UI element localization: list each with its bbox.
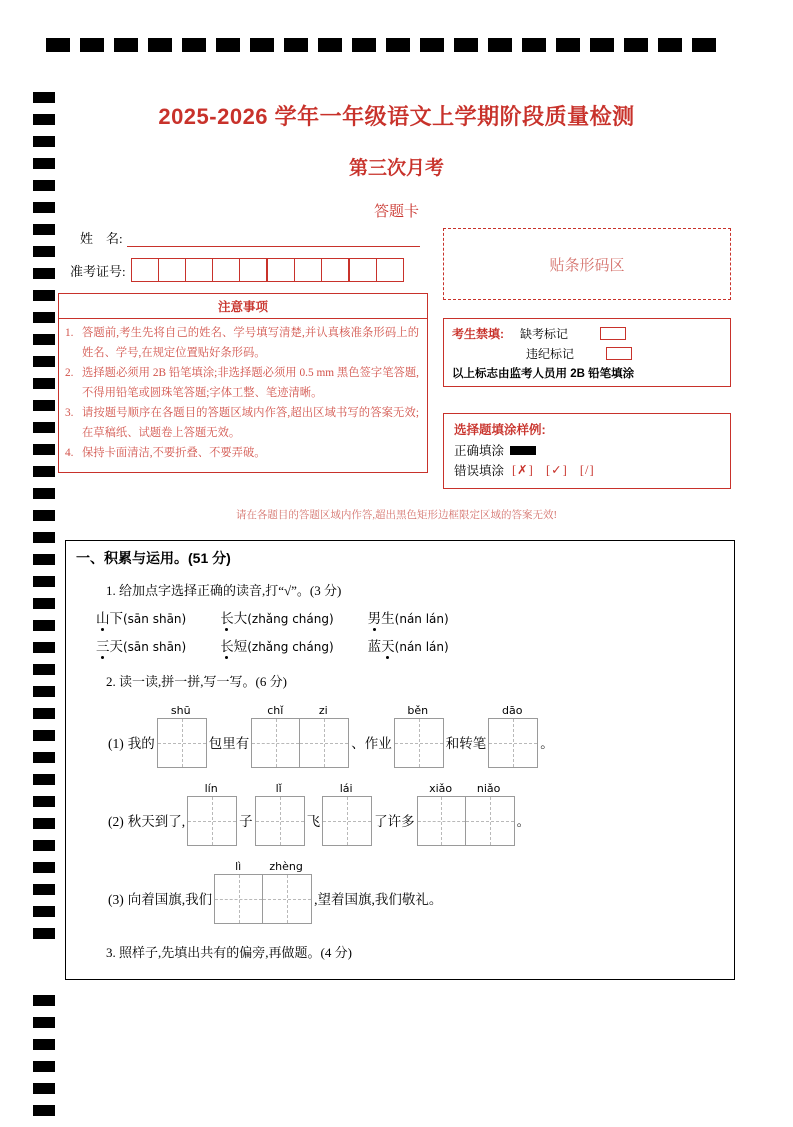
tianzige-cells[interactable] (157, 718, 207, 768)
exam-id-cell[interactable] (240, 259, 268, 281)
pinyin-hint: zi (318, 704, 328, 717)
notice-item-text: 保持卡面清洁,不要折叠、不要弄破。 (82, 447, 266, 459)
pinyin-choice-item[interactable] (368, 607, 449, 627)
proctor-only-title: 考生禁填: (452, 327, 504, 341)
wrong-fill-label: 错误填涂 (454, 464, 505, 478)
proctor-note: 以上标志由监考人员用 2B 铅笔填涂 (452, 368, 635, 380)
sentence-text: ,望着国旗,我们敬礼。 (314, 892, 443, 907)
tianzige-cell[interactable] (215, 875, 263, 923)
name-label: 姓 名: (80, 231, 123, 246)
question-3-prompt: 3. 照样子,先填出共有的偏旁,再做题。(4 分) (106, 945, 352, 960)
tianzige-cell[interactable] (466, 797, 514, 845)
tianzige-cell[interactable] (489, 719, 537, 767)
timing-marks-left-lower (33, 995, 55, 1127)
plain-char: 短 (233, 639, 248, 654)
tianzige-cell[interactable] (158, 719, 206, 767)
violation-mark-label: 违纪标记 (526, 347, 575, 361)
wrong-mark-cross-icon: [✗] (512, 463, 534, 477)
pinyin-hints (255, 782, 305, 796)
pinyin-options[interactable]: (nán lán) (394, 640, 449, 654)
notice-box (58, 293, 428, 473)
tianzige-cell[interactable] (252, 719, 300, 767)
fill-in-line (66, 860, 734, 924)
proctor-only-box (443, 318, 731, 387)
pinyin-hint: dāo (502, 704, 523, 717)
dotted-char: 男 (368, 607, 382, 627)
line-label: (3) (108, 892, 124, 907)
plain-char: 下 (109, 611, 123, 626)
line-label: (2) (108, 814, 124, 829)
notice-item (65, 444, 419, 464)
tianzige-cells[interactable] (255, 796, 305, 846)
dotted-char: 三 (96, 635, 110, 655)
tianzige-cells[interactable] (187, 796, 237, 846)
notice-heading: 注意事项 (59, 294, 427, 319)
exam-id-cell[interactable] (350, 259, 377, 281)
correct-fill-row (454, 441, 720, 459)
tianzige-cells[interactable] (214, 874, 312, 924)
sentence-text: 了许多 (374, 814, 415, 829)
tianzige-group (251, 704, 349, 768)
exam-subtitle: 第三次月考 (348, 158, 444, 179)
fill-sample-heading: 选择题填涂样例: (454, 423, 546, 437)
dotted-char: 长 (220, 607, 234, 627)
barcode-area (443, 228, 731, 300)
pinyin-hints (394, 704, 444, 718)
page-title: 2025-2026 学年一年级语文上学期阶段质量检测 (158, 104, 635, 129)
tianzige-cell[interactable] (256, 797, 304, 845)
pinyin-choice-item[interactable] (96, 635, 186, 655)
tianzige-cells[interactable] (488, 718, 538, 768)
tianzige-group (488, 704, 538, 768)
exam-id-cell[interactable] (186, 259, 213, 281)
sentence-text: 和转笔 (445, 736, 487, 751)
fill-in-line (66, 782, 734, 846)
exam-id-cell[interactable] (377, 259, 403, 281)
fill-in-line (66, 704, 734, 768)
pinyin-hints (417, 782, 515, 796)
pinyin-hint: xiǎo (429, 782, 453, 795)
exam-id-cell[interactable] (295, 259, 322, 281)
pinyin-hint: chǐ (267, 704, 284, 717)
tianzige-group (255, 782, 305, 846)
timing-marks-top (46, 38, 746, 52)
name-input[interactable] (127, 231, 420, 247)
notice-item-text: 答题前,考生先将自己的姓名、学号填写清楚,并认真核准条形码上的姓名、学号,在规定位置贴好条形码。 (82, 327, 419, 359)
barcode-area-label: 贴条形码区 (549, 257, 625, 274)
answer-region-frame (65, 540, 735, 980)
sentence-text: 子 (239, 814, 253, 829)
pinyin-options[interactable]: (zhǎng cháng) (247, 612, 334, 626)
exam-id-boxes[interactable] (131, 258, 404, 282)
sentence-text: 向着国旗,我们 (127, 892, 213, 907)
tianzige-cell[interactable] (418, 797, 466, 845)
violation-mark-row (452, 345, 722, 362)
notice-item-number: 4. (65, 447, 74, 459)
tianzige-group (417, 782, 515, 846)
question-2-prompt: 2. 读一读,拼一拼,写一写。(6 分) (106, 674, 287, 689)
line-label: (1) (108, 736, 124, 751)
notice-body (59, 319, 427, 472)
absent-mark-checkbox[interactable] (600, 327, 626, 340)
pinyin-hint: zhèng (269, 860, 303, 873)
sentence-text: 包里有 (208, 736, 250, 751)
section-heading: 一、积累与运用。(51 分) (76, 550, 231, 566)
pinyin-options[interactable]: (nán lán) (394, 612, 449, 626)
pinyin-hint: lái (339, 782, 353, 795)
pinyin-hint: niǎo (476, 782, 501, 795)
pinyin-hints (214, 860, 312, 874)
pinyin-hints (157, 704, 207, 718)
pinyin-choice-item[interactable] (220, 607, 333, 627)
sheet-type-label: 答题卡 (373, 204, 419, 220)
fill-sample-box (443, 413, 731, 489)
tianzige-cell[interactable] (263, 875, 311, 923)
sentence-text: 。 (516, 814, 531, 829)
exam-id-cell[interactable] (322, 259, 350, 281)
notice-item-number: 2. (65, 367, 74, 379)
plain-char: 蓝 (367, 639, 382, 654)
exam-id-cell[interactable] (213, 259, 240, 281)
absent-mark-label: 缺考标记 (520, 327, 569, 341)
notice-item (65, 324, 419, 363)
pinyin-hints (187, 782, 237, 796)
pinyin-choice-item[interactable] (220, 635, 333, 655)
tianzige-cell[interactable] (300, 719, 348, 767)
pinyin-hint: lì (235, 860, 242, 873)
tianzige-cells[interactable] (417, 796, 515, 846)
tianzige-group (322, 782, 372, 846)
pinyin-options[interactable]: (sān shān) (123, 612, 187, 626)
notice-item (65, 404, 419, 443)
wrong-mark-check-icon: [✓] (545, 463, 568, 477)
pinyin-options[interactable]: (zhǎng cháng) (247, 640, 334, 654)
violation-mark-checkbox[interactable] (606, 347, 632, 360)
pinyin-hints (251, 704, 349, 718)
tianzige-group (394, 704, 444, 768)
tianzige-group (157, 704, 207, 768)
wrong-mark-slash-icon: [/] (579, 463, 595, 477)
exam-id-cell[interactable] (268, 259, 295, 281)
dotted-char: 天 (381, 635, 395, 655)
exam-id-cell[interactable] (132, 259, 159, 281)
pinyin-options[interactable]: (sān shān) (123, 640, 187, 654)
correct-fill-label: 正确填涂 (454, 444, 505, 458)
sentence-text: 秋天到了, (127, 814, 186, 829)
sentence-text: 、作业 (351, 736, 392, 751)
pinyin-hint: lín (204, 782, 218, 795)
pinyin-hints (488, 704, 538, 718)
tianzige-cells[interactable] (322, 796, 372, 846)
pinyin-hint: běn (407, 704, 429, 717)
exam-id-label: 准考证号: (70, 263, 126, 279)
pinyin-hint: lǐ (275, 782, 282, 795)
dotted-char: 山 (96, 607, 110, 627)
sentence-text: 我的 (127, 736, 155, 751)
notice-item-number: 1. (65, 327, 74, 339)
tianzige-cell[interactable] (395, 719, 443, 767)
notice-item (65, 364, 419, 403)
wrong-fill-row (454, 461, 720, 479)
correct-fill-mark-icon (510, 446, 536, 455)
notice-item-number: 3. (65, 407, 74, 419)
exam-id-cell[interactable] (159, 259, 186, 281)
tianzige-group (214, 860, 312, 924)
tianzige-cells[interactable] (394, 718, 444, 768)
name-field-row (80, 228, 420, 247)
dotted-char: 长 (220, 635, 234, 655)
notice-item-text: 选择题必须用 2B 铅笔填涂;非选择题必须用 0.5 mm 黑色签字笔答题,不得用铅笔或圆珠笔答题;字体工整、笔迹清晰。 (82, 367, 419, 399)
pinyin-hints (322, 782, 372, 796)
tianzige-cell[interactable] (323, 797, 371, 845)
tianzige-cells[interactable] (251, 718, 349, 768)
plain-char: 天 (109, 639, 123, 654)
tianzige-group (187, 782, 237, 846)
exam-id-row (70, 258, 404, 282)
notice-item-text: 请按题号顺序在各题目的答题区域内作答,超出区域书写的答案无效;在草稿纸、试题卷上答题无效。 (82, 407, 419, 439)
wrong-fill-marks (512, 462, 603, 478)
sentence-text: 。 (540, 736, 554, 751)
absent-mark-row (452, 325, 722, 342)
pinyin-choice-item[interactable] (96, 607, 186, 627)
answer-area-warning: 请在各题目的答题区域内作答,超出黑色矩形边框限定区域的答案无效! (235, 510, 558, 521)
pinyin-choice-item[interactable] (368, 635, 449, 655)
plain-char: 生 (381, 611, 395, 626)
question-1-row-2 (66, 635, 734, 655)
question-1-row-1 (66, 607, 734, 627)
question-1-prompt: 1. 给加点字选择正确的读音,打“√”。(3 分) (106, 583, 342, 598)
tianzige-cell[interactable] (188, 797, 236, 845)
plain-char: 大 (233, 611, 248, 626)
sentence-text: 飞 (306, 814, 321, 829)
question-2-lines (66, 704, 734, 924)
pinyin-hint: shū (170, 704, 191, 717)
